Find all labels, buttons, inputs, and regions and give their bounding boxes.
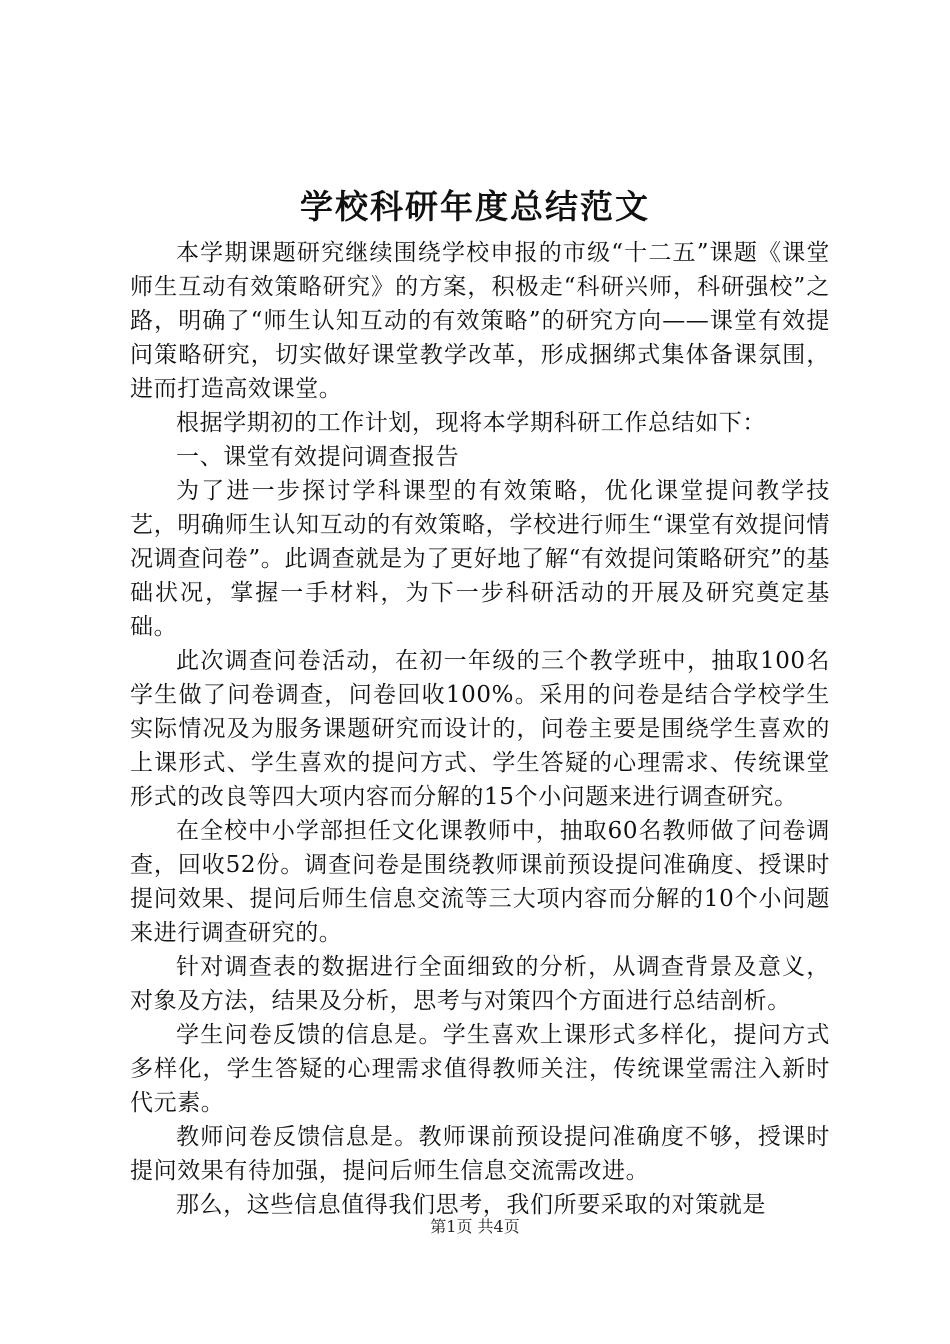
document-body <box>130 236 830 1222</box>
paragraph-teacher-survey: 在全校中小学部担任文化课教师中，抽取60名教师做了问卷调查，回收52份。调查问卷是围绕教师课前预设提问准确度、授课时提问效果、提问后师生信息交流等三大项内容而分解的10个小问题来进行调查研究的。 <box>130 818 830 946</box>
document-title: 学校科研年度总结范文 <box>300 187 650 226</box>
paragraph-teacher-feedback: 教师问卷反馈信息是。教师课前预设提问准确度不够，授课时提问效果有待加强，提问后师生信息交流需改进。 <box>130 1124 830 1184</box>
paragraph-analysis: 针对调查表的数据进行全面细致的分析，从调查背景及意义，对象及方法，结果及分析，思考与对策四个方面进行总结剖析。 <box>130 954 830 1014</box>
page-number: 第1页 共4页 <box>430 1217 520 1236</box>
paragraph-survey-purpose: 为了进一步探讨学科课型的有效策略，优化课堂提问教学技艺，明确师生认知互动的有效策略，学校进行师生“课堂有效提问情况调查问卷”。此调查就是为了更好地了解“有效提问策略研究”的基础状况，掌握一手材料，为下一步科研活动的开展及研究奠定基础。 <box>130 478 830 640</box>
paragraph-countermeasures: 那么，这些信息值得我们思考，我们所要采取的对策就是 <box>176 1192 766 1218</box>
paragraph-student-feedback: 学生问卷反馈的信息是。学生喜欢上课形式多样化，提问方式多样化，学生答疑的心理需求值得教师关注，传统课堂需注入新时代元素。 <box>130 1022 830 1116</box>
paragraph-intro: 本学期课题研究继续围绕学校申报的市级“十二五”课题《课堂师生互动有效策略研究》的方案，积极走“科研兴师，科研强校”之路，明确了“师生认知互动的有效策略”的研究方向——课堂有效提问策略研究，切实做好课堂教学改革，形成捆绑式集体备课氛围，进而打造高效课堂。 <box>130 240 830 402</box>
paragraph-plan: 根据学期初的工作计划，现将本学期科研工作总结如下： <box>176 410 766 436</box>
paragraph-student-survey: 此次调查问卷活动，在初一年级的三个教学班中，抽取100名学生做了问卷调查，问卷回收100%。采用的问卷是结合学校学生实际情况及为服务课题研究而设计的，问卷主要是围绕学生喜欢的上课形式、学生喜欢的提问方式、学生答疑的心理需求、传统课堂形式的改良等四大项内容而分解的15个小问题来进行调查研究。 <box>130 648 830 810</box>
section-heading-1: 一、课堂有效提问调查报告 <box>176 444 460 470</box>
